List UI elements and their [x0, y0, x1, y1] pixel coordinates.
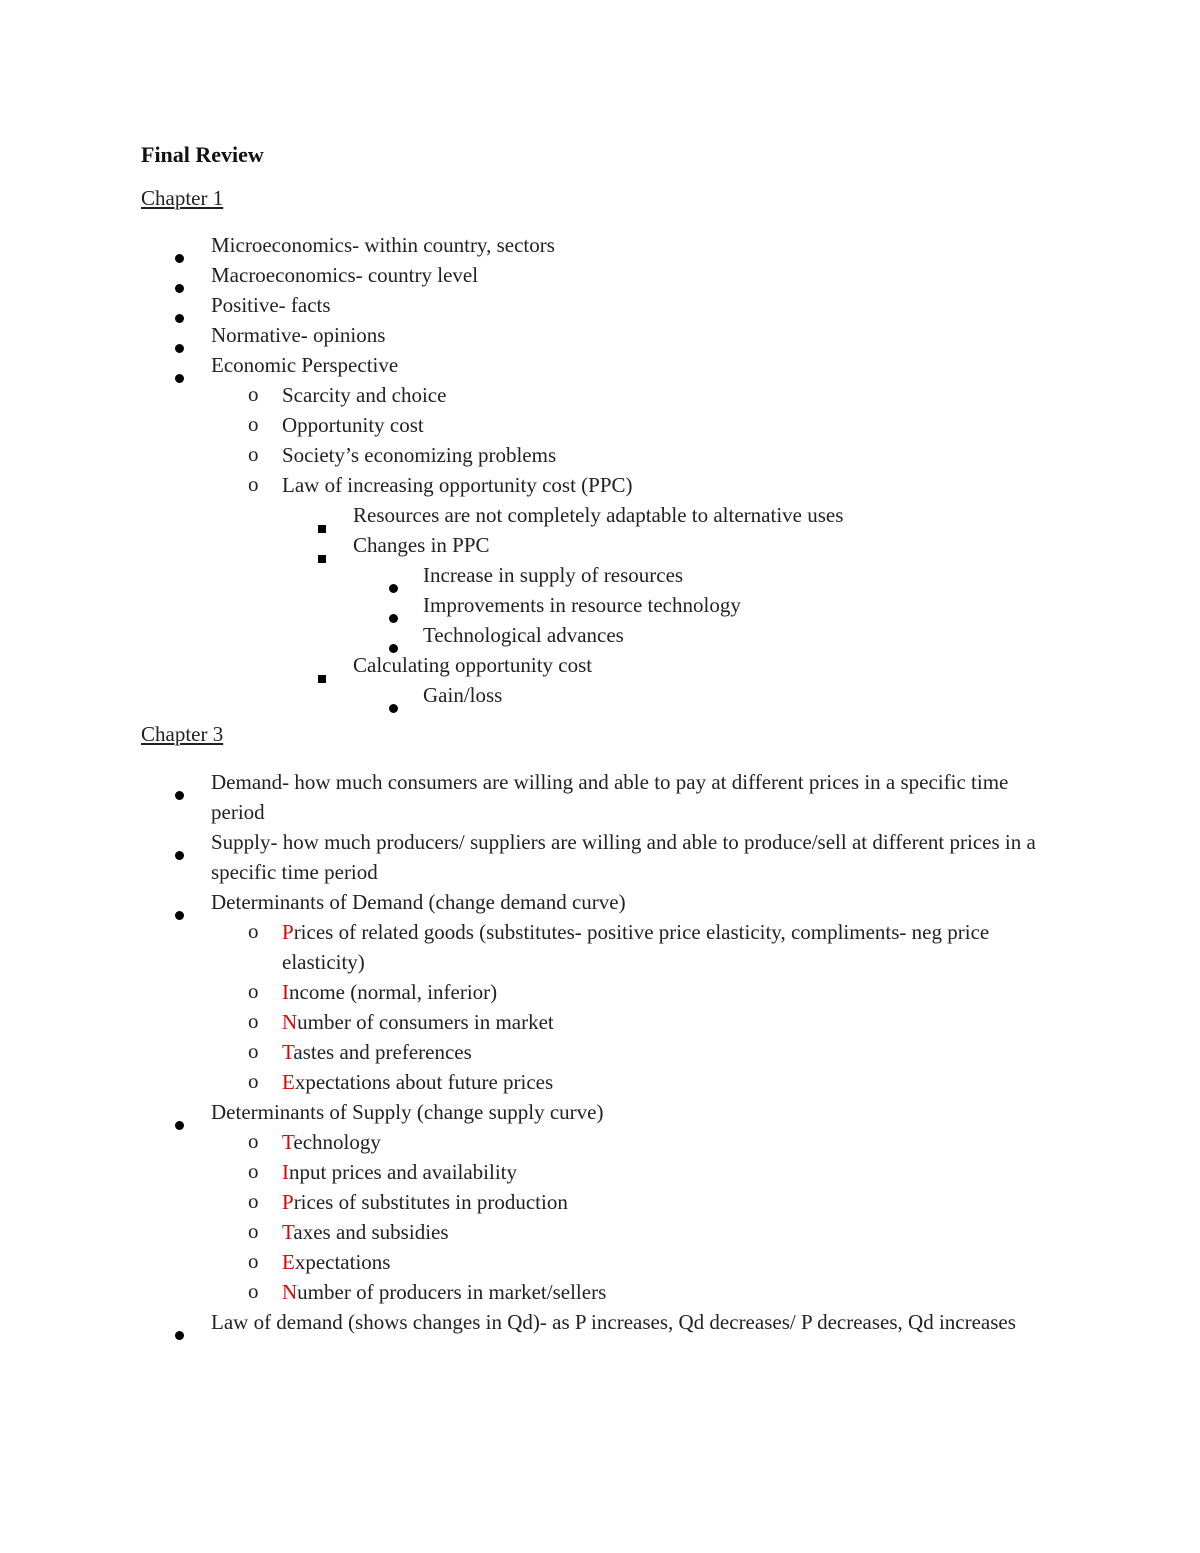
highlight-letter: I — [282, 1160, 289, 1184]
list-item: o Prices of related goods (substitutes- positive price elasticity, compliments- neg price elasticity) — [0, 917, 1061, 977]
list-item: Demand- how much consumers are willing and able to pay at different prices in a specific time period — [0, 767, 1061, 827]
list-item: Changes in PPC — [0, 530, 1200, 560]
sub-bullet-icon: o — [248, 979, 259, 1003]
chapter-1-list — [0, 230, 1200, 710]
list-item: o Number of consumers in market — [0, 1007, 1061, 1037]
list-item: Gain/loss — [0, 680, 1200, 710]
sub-bullet-icon: o — [248, 1069, 259, 1093]
sub-bullet-icon: o — [248, 472, 259, 496]
list-item: Law of demand (shows changes in Qd)- as P increases, Qd decreases/ P decreases, Qd increases — [0, 1307, 1061, 1337]
list-item: Determinants of Demand (change demand curve) — [0, 887, 1061, 917]
sub-bullet-icon: o — [248, 1129, 259, 1153]
highlight-letter: N — [282, 1010, 298, 1034]
list-item: Positive- facts — [0, 290, 1200, 320]
list-item: Increase in supply of resources — [0, 560, 1200, 590]
list-item: Resources are not completely adaptable to alternative uses — [0, 500, 1200, 530]
highlight-letter: T — [282, 1220, 294, 1244]
bullet-icon — [175, 1318, 184, 1348]
highlight-letter: N — [282, 1280, 298, 1304]
list-item: Macroeconomics- country level — [0, 260, 1200, 290]
bullet-icon — [175, 778, 184, 808]
sub-bullet-icon: o — [248, 1009, 259, 1033]
highlight-letter: E — [282, 1250, 295, 1274]
page-title: Final Review — [141, 142, 264, 167]
list-item: o Law of increasing opportunity cost (PPC) — [0, 470, 1200, 500]
bullet-icon — [175, 838, 184, 868]
chapter-3-list — [0, 767, 1061, 1337]
list-item: o Scarcity and choice — [0, 380, 1200, 410]
list-item: o Prices of substitutes in production — [0, 1187, 1061, 1217]
sub-bullet-icon: o — [248, 1159, 259, 1183]
list-item: o Technology — [0, 1127, 1061, 1157]
highlight-letter: I — [282, 980, 289, 1004]
highlight-letter: P — [282, 920, 294, 944]
sub-bullet-icon: o — [248, 412, 259, 436]
list-item: Determinants of Supply (change supply curve) — [0, 1097, 1061, 1127]
list-item: o Expectations about future prices — [0, 1067, 1061, 1097]
highlight-letter: T — [282, 1130, 294, 1154]
list-item: o Income (normal, inferior) — [0, 977, 1061, 1007]
list-item: o Number of producers in market/sellers — [0, 1277, 1061, 1307]
list-item: o Opportunity cost — [0, 410, 1200, 440]
list-item: Supply- how much producers/ suppliers are willing and able to produce/sell at different prices in a specific time period — [0, 827, 1061, 887]
sub-bullet-icon: o — [248, 1279, 259, 1303]
highlight-letter: P — [282, 1190, 294, 1214]
sub-bullet-icon: o — [248, 382, 259, 406]
sub-bullet-icon: o — [248, 919, 259, 943]
list-item: Normative- opinions — [0, 320, 1200, 350]
bullet-icon — [389, 691, 398, 721]
list-item: o Tastes and preferences — [0, 1037, 1061, 1067]
highlight-letter: T — [282, 1040, 294, 1064]
sub-bullet-icon: o — [248, 1189, 259, 1213]
chapter-3-heading: Chapter 3 — [141, 722, 224, 746]
list-item: Technological advances — [0, 620, 1200, 650]
list-item: o Society’s economizing problems — [0, 440, 1200, 470]
list-item: Calculating opportunity cost — [0, 650, 1200, 680]
list-item: Economic Perspective — [0, 350, 1200, 380]
list-item: Improvements in resource technology — [0, 590, 1200, 620]
sub-bullet-icon: o — [248, 1249, 259, 1273]
chapter-1-heading: Chapter 1 — [141, 186, 224, 210]
sub-bullet-icon: o — [248, 1039, 259, 1063]
list-item: o Input prices and availability — [0, 1157, 1061, 1187]
list-item: o Taxes and subsidies — [0, 1217, 1061, 1247]
list-item: o Expectations — [0, 1247, 1061, 1277]
list-item: Microeconomics- within country, sectors — [0, 230, 1200, 260]
sub-bullet-icon: o — [248, 442, 259, 466]
highlight-letter: E — [282, 1070, 295, 1094]
sub-bullet-icon: o — [248, 1219, 259, 1243]
